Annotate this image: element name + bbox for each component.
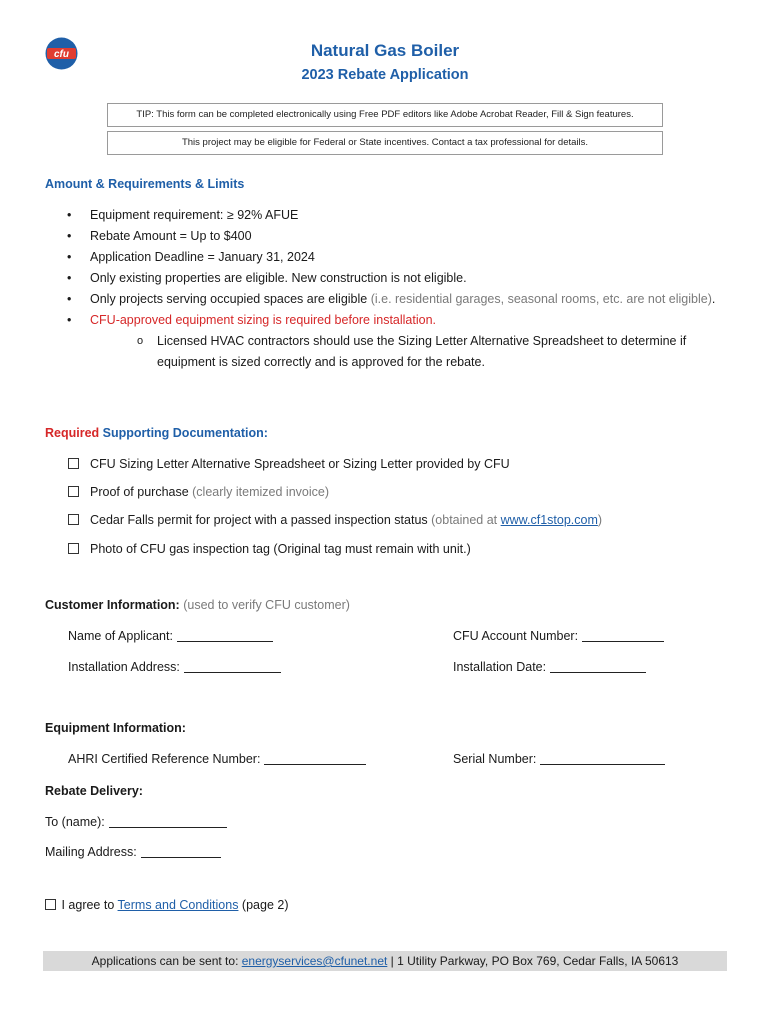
ahri-field[interactable]: AHRI Certified Reference Number:	[68, 752, 366, 766]
logo-text: cfu	[54, 49, 69, 60]
email-link[interactable]: energyservices@cfunet.net	[241, 954, 388, 968]
list-item: • Only existing properties are eligible. New construction is not eligible.	[67, 271, 467, 285]
terms-link[interactable]: Terms and Conditions	[117, 898, 239, 912]
checkbox-icon[interactable]	[45, 899, 56, 910]
mailing-field[interactable]: Mailing Address:	[45, 845, 221, 859]
name-field[interactable]: Name of Applicant:	[68, 629, 273, 643]
list-item: • Rebate Amount = Up to $400	[67, 229, 252, 243]
doc-checkbox-permit[interactable]: Cedar Falls permit for project with a passed inspection status (obtained at www.cf1stop.com)	[68, 513, 602, 527]
date-field[interactable]: Installation Date:	[453, 660, 646, 674]
list-item: • Equipment requirement: ≥ 92% AFUE	[67, 208, 299, 222]
account-field[interactable]: CFU Account Number:	[453, 629, 664, 643]
to-name-input[interactable]	[109, 815, 227, 828]
checkbox-icon[interactable]	[68, 543, 79, 554]
tip-box: TIP: This form can be completed electronically using Free PDF editors like Adobe Acrobat Reader, Fill & Sign features.	[107, 103, 663, 127]
page-title: Natural Gas Boiler	[310, 41, 460, 60]
serial-field[interactable]: Serial Number:	[453, 752, 665, 766]
sub-list-item: o Licensed HVAC contractors should use the Sizing Letter Alternative Spreadsheet to determine if equipment is sized correctly and is approved for the rebate.	[137, 334, 687, 369]
doc-checkbox-proof[interactable]: Proof of purchase (clearly itemized invoice)	[68, 485, 329, 499]
name-input[interactable]	[177, 629, 273, 642]
footer-bar: Applications can be sent to: energyservices@cfunet.net | 1 Utility Parkway, PO Box 769, Cedar Falls, IA 50613	[43, 951, 727, 971]
checkbox-icon[interactable]	[68, 458, 79, 469]
ahri-input[interactable]	[264, 752, 366, 765]
account-input[interactable]	[582, 629, 664, 642]
delivery-heading: Rebate Delivery:	[45, 784, 143, 798]
incentive-note-box: This project may be eligible for Federal or State incentives. Contact a tax professional for details.	[107, 131, 663, 155]
to-name-field[interactable]: To (name):	[45, 815, 227, 829]
mailing-input[interactable]	[141, 845, 221, 858]
documentation-heading: Required Supporting Documentation:	[45, 426, 268, 440]
serial-input[interactable]	[540, 752, 665, 765]
customer-heading: Customer Information: (used to verify CFU customer)	[45, 598, 350, 612]
list-item: • Application Deadline = January 31, 2024	[67, 250, 315, 264]
checkbox-icon[interactable]	[68, 486, 79, 497]
equipment-heading: Equipment Information:	[45, 721, 186, 735]
doc-checkbox-sizing[interactable]: CFU Sizing Letter Alternative Spreadsheet or Sizing Letter provided by CFU	[68, 457, 510, 471]
list-item-sizing-required: • CFU-approved equipment sizing is required before installation.	[67, 313, 437, 327]
list-item: • Only projects serving occupied spaces are eligible (i.e. residential garages, seasonal rooms, etc. are not eligible).	[67, 292, 716, 306]
address-input[interactable]	[184, 660, 281, 673]
requirements-list	[67, 205, 727, 373]
terms-agreement[interactable]: I agree to Terms and Conditions (page 2)	[45, 898, 288, 912]
checkbox-icon[interactable]	[68, 514, 79, 525]
address-field[interactable]: Installation Address:	[68, 660, 281, 674]
page-subtitle: 2023 Rebate Application	[301, 67, 469, 83]
requirements-heading: Amount & Requirements & Limits	[45, 177, 245, 191]
doc-checkbox-photo[interactable]: Photo of CFU gas inspection tag (Original tag must remain with unit.)	[68, 542, 471, 556]
cf1stop-link[interactable]: www.cf1stop.com	[500, 513, 598, 527]
date-input[interactable]	[550, 660, 646, 673]
